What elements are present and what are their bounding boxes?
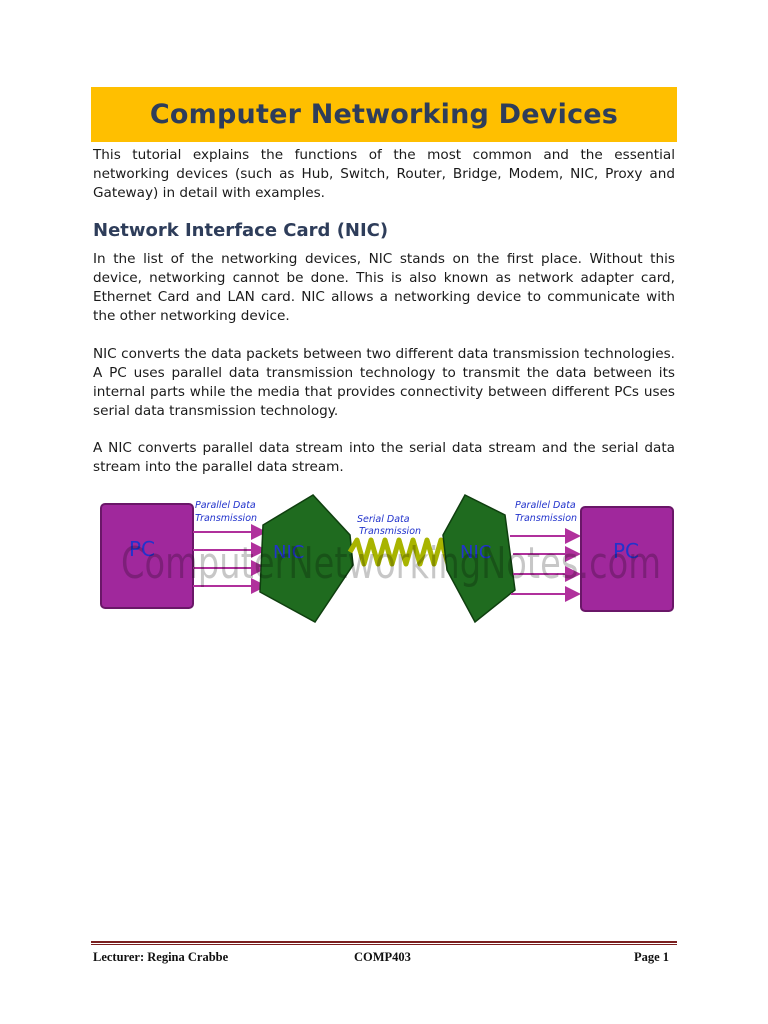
section-heading: Network Interface Card (NIC) xyxy=(93,220,389,241)
right-parallel-label-2: Transmission xyxy=(515,513,578,524)
footer-rule xyxy=(91,941,677,943)
right-pc-label: PC xyxy=(613,539,640,563)
footer-course: COMP403 xyxy=(354,950,411,964)
left-parallel-label-1: Parallel Data xyxy=(195,500,256,511)
nic-diagram xyxy=(95,490,680,630)
serial-label-1: Serial Data xyxy=(357,514,410,525)
footer-rule-thin xyxy=(91,944,677,945)
left-pc-label: PC xyxy=(129,537,156,561)
left-parallel-label-2: Transmission xyxy=(195,513,258,524)
right-nic-label: NIC xyxy=(460,542,492,563)
footer-page-number: Page 1 xyxy=(634,950,670,964)
left-nic-label: NIC xyxy=(273,542,305,563)
right-parallel-label-1: Parallel Data xyxy=(515,500,576,511)
paragraph-2: NIC converts the data packets between two different data transmission technologies. A PC uses parallel data transmission technology to transmit the data between its internal parts while the media that provides connectivity between different PCs uses serial data transmission technology. xyxy=(93,346,675,419)
footer-lecturer: Lecturer: Regina Crabbe xyxy=(93,950,229,964)
page-title: Computer Networking Devices xyxy=(149,99,619,130)
intro-paragraph: This tutorial explains the functions of the most common and the essential networking devices (such as Hub, Switch, Router, Bridge, Modem, NIC, Proxy and Gateway) in detail with examples. xyxy=(93,147,675,201)
paragraph-3: A NIC converts parallel data stream into the serial data stream and the serial data stream into the parallel data stream. xyxy=(93,440,675,475)
watermark-text: ComputerNetworkingNotes.com xyxy=(121,538,661,589)
paragraph-1: In the list of the networking devices, NIC stands on the first place. Without this device, networking cannot be done. This is also known as network adapter card, Ethernet Card and LAN card. NIC allows a networking device to communicate with the other networking device. xyxy=(93,251,675,324)
serial-label-2: Transmission xyxy=(359,526,422,537)
title-banner xyxy=(91,87,677,142)
